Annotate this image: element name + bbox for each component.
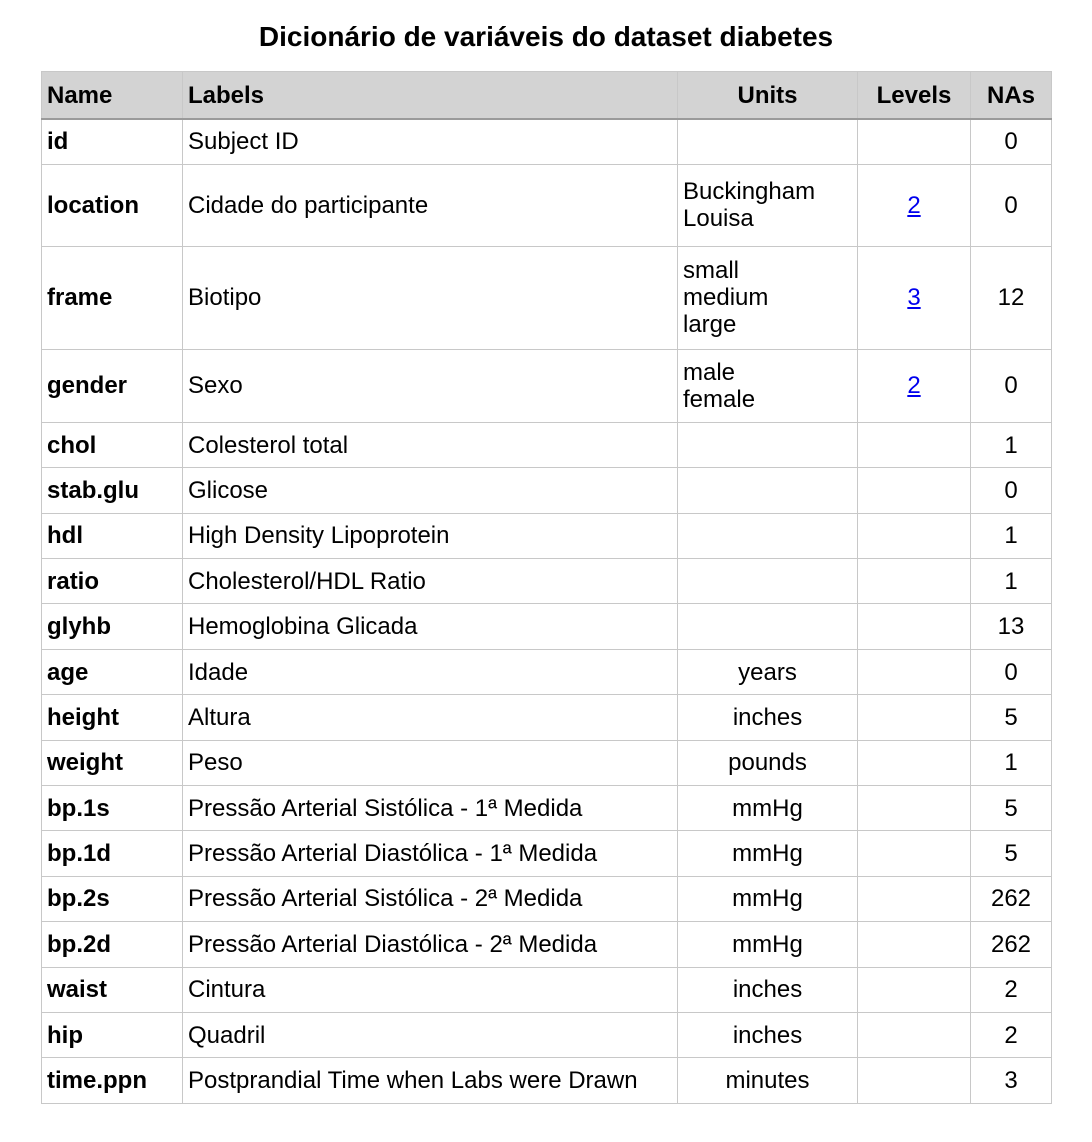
variable-units-cell bbox=[678, 831, 858, 876]
variable-label-cell: Peso bbox=[183, 740, 678, 785]
header-row bbox=[42, 72, 1052, 120]
table-row bbox=[42, 468, 1052, 513]
unit-value: mmHg bbox=[732, 840, 803, 868]
variable-levels-cell bbox=[858, 740, 971, 785]
variable-units-cell bbox=[678, 695, 858, 740]
variable-name-cell: chol bbox=[42, 422, 183, 467]
variable-name-cell: bp.2s bbox=[42, 876, 183, 921]
variable-nas-cell: 5 bbox=[971, 786, 1052, 831]
column-header-levels: Levels bbox=[858, 72, 971, 120]
unit-value: minutes bbox=[725, 1067, 810, 1095]
unit-value: mmHg bbox=[732, 930, 803, 958]
variable-levels-cell bbox=[858, 513, 971, 558]
variable-name-cell: time.ppn bbox=[42, 1058, 183, 1103]
variable-units-cell bbox=[678, 1012, 858, 1057]
variable-name-cell: ratio bbox=[42, 559, 183, 604]
variable-levels-cell bbox=[858, 246, 971, 349]
variable-units-cell bbox=[678, 164, 858, 246]
variable-nas-cell: 0 bbox=[971, 164, 1052, 246]
levels-link[interactable]: 2 bbox=[907, 372, 921, 400]
unit-value: male bbox=[683, 358, 736, 386]
unit-value: female bbox=[683, 385, 756, 413]
variable-label-cell: Postprandial Time when Labs were Drawn bbox=[183, 1058, 678, 1103]
levels-link[interactable]: 2 bbox=[907, 191, 921, 219]
variable-nas-cell: 262 bbox=[971, 922, 1052, 967]
unit-value: mmHg bbox=[732, 794, 803, 822]
table-row bbox=[42, 119, 1052, 164]
variable-levels-cell bbox=[858, 649, 971, 694]
variable-levels-cell bbox=[858, 604, 971, 649]
variable-units-cell bbox=[678, 1058, 858, 1103]
unit-value: large bbox=[683, 311, 737, 339]
levels-link[interactable]: 3 bbox=[907, 284, 921, 312]
table-row bbox=[42, 740, 1052, 785]
variable-units-cell bbox=[678, 119, 858, 164]
variable-name-cell: frame bbox=[42, 246, 183, 349]
page-title: Dicionário de variáveis do dataset diabetes bbox=[258, 21, 834, 52]
variable-label-cell: Pressão Arterial Diastólica - 2ª Medida bbox=[183, 922, 678, 967]
variable-levels-cell bbox=[858, 967, 971, 1012]
variable-units-cell bbox=[678, 922, 858, 967]
column-header-name: Name bbox=[42, 72, 183, 120]
variable-label-cell: Biotipo bbox=[183, 246, 678, 349]
variable-nas-cell: 0 bbox=[971, 649, 1052, 694]
variable-units-cell bbox=[678, 422, 858, 467]
unit-value: inches bbox=[732, 976, 803, 1004]
variable-label-cell: Altura bbox=[183, 695, 678, 740]
variable-label-cell: Hemoglobina Glicada bbox=[183, 604, 678, 649]
variable-name-cell: age bbox=[42, 649, 183, 694]
table-row bbox=[42, 649, 1052, 694]
column-header-units: Units bbox=[678, 72, 858, 120]
variable-levels-cell bbox=[858, 1012, 971, 1057]
variable-nas-cell: 1 bbox=[971, 559, 1052, 604]
variable-nas-cell: 1 bbox=[971, 422, 1052, 467]
variable-nas-cell: 13 bbox=[971, 604, 1052, 649]
column-header-labels: Labels bbox=[183, 72, 678, 120]
variable-nas-cell: 2 bbox=[971, 967, 1052, 1012]
variable-name-cell: weight bbox=[42, 740, 183, 785]
variable-nas-cell: 12 bbox=[971, 246, 1052, 349]
variable-nas-cell: 0 bbox=[971, 349, 1052, 422]
variable-label-cell: Colesterol total bbox=[183, 422, 678, 467]
unit-value: years bbox=[738, 658, 797, 686]
unit-value: medium bbox=[683, 284, 769, 312]
variable-label-cell: Pressão Arterial Sistólica - 1ª Medida bbox=[183, 786, 678, 831]
variable-nas-cell: 1 bbox=[971, 513, 1052, 558]
variable-levels-cell bbox=[858, 559, 971, 604]
unit-value: Buckingham bbox=[683, 178, 816, 206]
variable-units-cell bbox=[678, 649, 858, 694]
variable-name-cell: bp.1s bbox=[42, 786, 183, 831]
variable-name-cell: location bbox=[42, 164, 183, 246]
variable-nas-cell: 1 bbox=[971, 740, 1052, 785]
variable-name-cell: id bbox=[42, 119, 183, 164]
variable-levels-cell bbox=[858, 119, 971, 164]
table-row bbox=[42, 422, 1052, 467]
variable-units-cell bbox=[678, 468, 858, 513]
variable-levels-cell bbox=[858, 695, 971, 740]
variable-name-cell: gender bbox=[42, 349, 183, 422]
unit-value: mmHg bbox=[732, 885, 803, 913]
unit-value: inches bbox=[732, 703, 803, 731]
variable-levels-cell bbox=[858, 468, 971, 513]
unit-value: pounds bbox=[728, 749, 807, 777]
table-row bbox=[42, 876, 1052, 921]
variable-levels-cell bbox=[858, 786, 971, 831]
variable-label-cell: Quadril bbox=[183, 1012, 678, 1057]
table-row bbox=[42, 786, 1052, 831]
variable-levels-cell bbox=[858, 831, 971, 876]
variable-levels-cell bbox=[858, 876, 971, 921]
variable-label-cell: High Density Lipoprotein bbox=[183, 513, 678, 558]
variable-units-cell bbox=[678, 349, 858, 422]
variable-label-cell: Cholesterol/HDL Ratio bbox=[183, 559, 678, 604]
variable-label-cell: Pressão Arterial Sistólica - 2ª Medida bbox=[183, 876, 678, 921]
table-row bbox=[42, 1058, 1052, 1103]
unit-value: inches bbox=[732, 1021, 803, 1049]
variable-units-cell bbox=[678, 246, 858, 349]
variable-nas-cell: 2 bbox=[971, 1012, 1052, 1057]
variable-nas-cell: 0 bbox=[971, 119, 1052, 164]
variable-levels-cell bbox=[858, 1058, 971, 1103]
unit-value: small bbox=[683, 257, 740, 285]
variable-levels-cell bbox=[858, 164, 971, 246]
variable-nas-cell: 0 bbox=[971, 468, 1052, 513]
variable-label-cell: Cintura bbox=[183, 967, 678, 1012]
variable-nas-cell: 5 bbox=[971, 831, 1052, 876]
variable-label-cell: Sexo bbox=[183, 349, 678, 422]
table-row bbox=[42, 559, 1052, 604]
table-row bbox=[42, 604, 1052, 649]
variable-name-cell: stab.glu bbox=[42, 468, 183, 513]
variable-units-cell bbox=[678, 604, 858, 649]
table-row bbox=[42, 831, 1052, 876]
variable-name-cell: bp.2d bbox=[42, 922, 183, 967]
variable-levels-cell bbox=[858, 922, 971, 967]
table-row bbox=[42, 513, 1052, 558]
variable-units-cell bbox=[678, 740, 858, 785]
variable-units-cell bbox=[678, 559, 858, 604]
variable-label-cell: Pressão Arterial Diastólica - 1ª Medida bbox=[183, 831, 678, 876]
variable-label-cell: Glicose bbox=[183, 468, 678, 513]
variable-levels-cell bbox=[858, 349, 971, 422]
variable-name-cell: glyhb bbox=[42, 604, 183, 649]
variable-units-cell bbox=[678, 876, 858, 921]
variable-nas-cell: 5 bbox=[971, 695, 1052, 740]
unit-value: Louisa bbox=[683, 205, 754, 233]
table-row bbox=[42, 922, 1052, 967]
variable-label-cell: Subject ID bbox=[183, 119, 678, 164]
variable-name-cell: bp.1d bbox=[42, 831, 183, 876]
variable-dictionary-table bbox=[41, 71, 1052, 1104]
variable-units-cell bbox=[678, 967, 858, 1012]
variable-units-cell bbox=[678, 513, 858, 558]
table-row bbox=[42, 695, 1052, 740]
column-header-nas: NAs bbox=[971, 72, 1052, 120]
variable-name-cell: hdl bbox=[42, 513, 183, 558]
variable-nas-cell: 3 bbox=[971, 1058, 1052, 1103]
variable-name-cell: height bbox=[42, 695, 183, 740]
table-header bbox=[42, 72, 1052, 120]
variable-label-cell: Idade bbox=[183, 649, 678, 694]
variable-nas-cell: 262 bbox=[971, 876, 1052, 921]
table-row bbox=[42, 1012, 1052, 1057]
table-row bbox=[42, 164, 1052, 246]
table-row bbox=[42, 246, 1052, 349]
variable-name-cell: waist bbox=[42, 967, 183, 1012]
variable-name-cell: hip bbox=[42, 1012, 183, 1057]
variable-label-cell: Cidade do participante bbox=[183, 164, 678, 246]
table-row bbox=[42, 967, 1052, 1012]
table-row bbox=[42, 349, 1052, 422]
variable-units-cell bbox=[678, 786, 858, 831]
variable-levels-cell bbox=[858, 422, 971, 467]
table-body bbox=[42, 119, 1052, 1103]
